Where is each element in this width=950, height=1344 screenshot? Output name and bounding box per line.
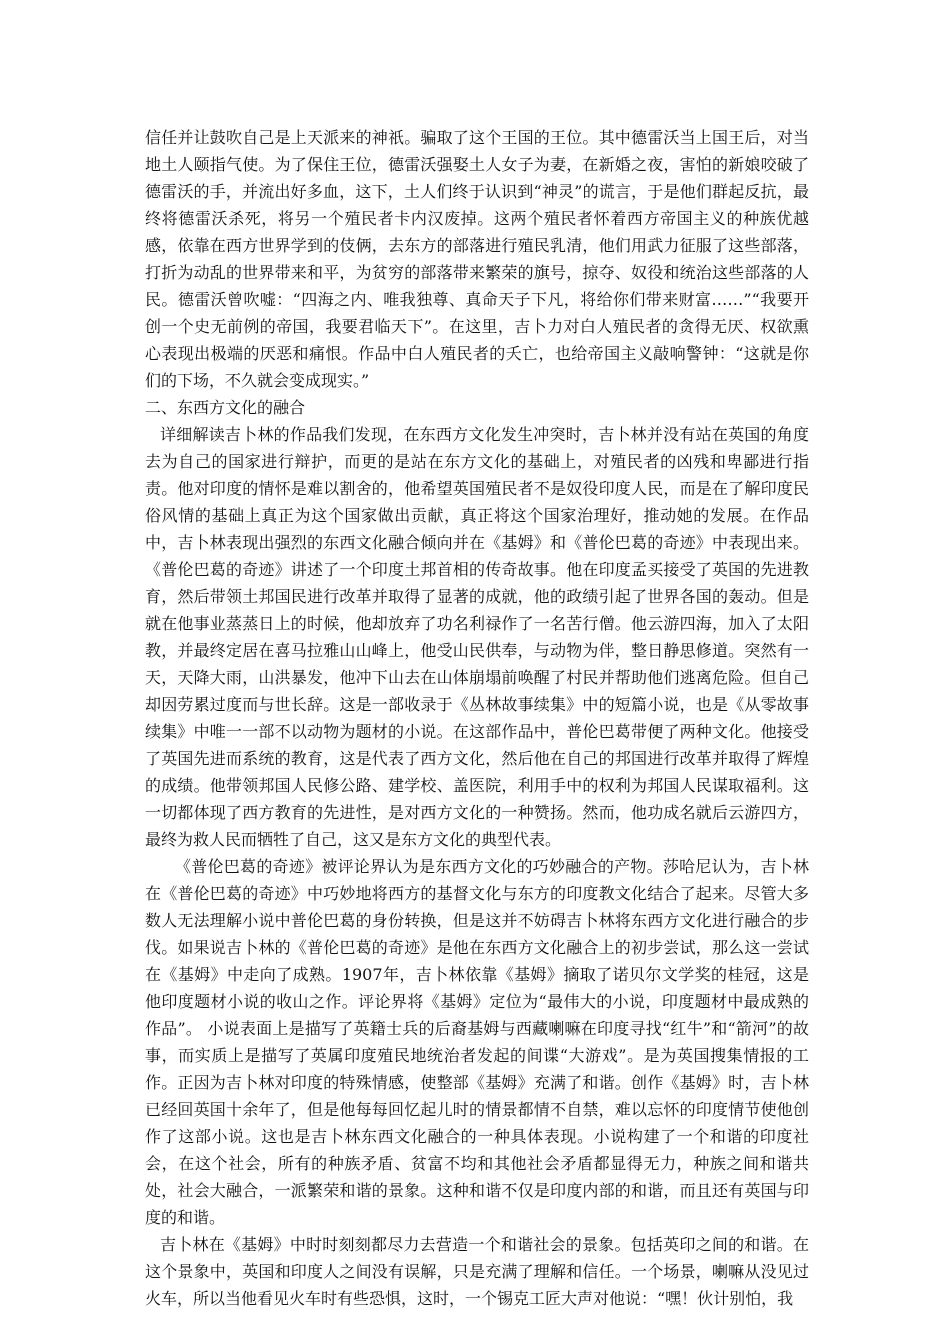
paragraph-4: 吉卜林在《基姆》中时时刻刻都尽力去营造一个和谐社会的景象。包括英印之间的和谐。在这个景象中，英国和印度人之间没有误解，只是充满了理解和信任。一个场景，喇嘛从没见过火车，所以当他看见火车时有些恐惧，这时，一个锡克工匠大声对他说：“嘿！伙计别怕，我 bbox=[145, 1235, 809, 1308]
paragraph-1: 信任并让鼓吹自己是上天派来的神祇。骗取了这个王国的王位。其中德雷沃当上国王后，对当地土人颐指气使。为了保住王位，德雷沃强娶土人女子为妻，在新婚之夜，害怕的新娘咬破了德雷沃的手，并流出好多血，这下，土人们终于认识到“神灵”的谎言，于是他们群起反抗，最终将德雷沃杀死，将另一个殖民者卡内汉废掉。这两个殖民者怀着西方帝国主义的种族优越感，依靠在西方世界学到的伎俩，去东方的部落进行殖民乳清，他们用武力征服了这些部落，打折为动乱的世界带来和平，为贫穷的部落带来繁荣的旗号，掠夺、奴役和统治这些部落的人民。德雷沃曾吹嘘：“四海之内、唯我独尊、真命天子下凡，将给你们带来财富……”“我要开创一个史无前例的帝国，我要君临天下”。在这里，吉卜力对白人殖民者的贪得无厌、权欲熏心表现出极端的厌恶和痛恨。作品中白人殖民者的夭亡，也给帝国主义敲响警钟：“这就是你们的下场，不久就会变成现实。” bbox=[145, 128, 809, 390]
paragraph-2: 详细解读吉卜林的作品我们发现，在东西方文化发生冲突时，吉卜林并没有站在英国的角度去为自己的国家进行辩护，而更的是站在东方文化的基础上，对殖民者的凶残和卑鄙进行指责。他对印度的情怀是难以割舍的，他希望英国殖民者不是奴役印度人民，而是在了解印度民俗风情的基础上真正为这个国家做出贡献，真正将这个国家治理好，推动她的发展。在作品中，吉卜林表现出强烈的东西文化融合倾向并在《基姆》和《普伦巴葛的奇迹》中表现出来。《普伦巴葛的奇迹》讲述了一个印度土邦首相的传奇故事。他在印度孟买接受了英国的先进教育，然后带领土邦国民进行改革并取得了显著的成就，他的政绩引起了世界各国的轰动。但是就在他事业蒸蒸日上的时候，他却放弃了功名利禄作了一名苦行僧。他云游四海，加入了太阳教，并最终定居在喜马拉雅山山峰上，他受山民供奉，与动物为伴，整日静思修道。突然有一天，天降大雨，山洪暴发，他冲下山去在山体崩塌前唤醒了村民并帮助他们逃离危险。但自己却因劳累过度而与世长辞。这是一部收录于《丛林故事续集》中的短篇小说，也是《从零故事续集》中唯一一部不以动物为题材的小说。在这部作品中，普伦巴葛带便了两种文化。他接受了英国先进而系统的教育，这是代表了西方文化，然后他在自己的邦国进行改革并取得了辉煌的成绩。他带领邦国人民修公路、建学校、盖医院，利用手中的权利为邦国人民谋取福利。这一切都体现了西方教育的先进性，是对西方文化的一种赞扬。然而，他功成名就后云游四方，最终为救人民而牺牲了自己，这又是东方文化的典型代表。 bbox=[145, 425, 809, 849]
document-page bbox=[145, 124, 809, 1312]
section-heading: 二、东西方文化的融合 bbox=[145, 398, 306, 417]
paragraph-3: 《普伦巴葛的奇迹》被评论界认为是东西方文化的巧妙融合的产物。莎哈尼认为，吉卜林在《普伦巴葛的奇迹》中巧妙地将西方的基督文化与东方的印度教文化结合了起来。尽管大多数人无法理解小说中普伦巴葛的身份转换，但是这并不妨碍吉卜林将东西方文化进行融合的步伐。如果说吉卜林的《普伦巴葛的奇迹》是他在东西方文化融合上的初步尝试，那么这一尝试在《基姆》中走向了成熟。1907年，吉卜林依靠《基姆》摘取了诺贝尔文学奖的桂冠，这是他印度题材小说的收山之作。评论界将《基姆》定位为“最伟大的小说，印度题材中最成熟的作品”。 小说表面上是描写了英籍士兵的后裔基姆与西藏喇嘛在印度寻找“红牛”和“箭河”的故事，而实质上是描写了英属印度殖民地统治者发起的间谍“大游戏”。是为英国搜集情报的工作。正因为吉卜林对印度的特殊情感，使整部《基姆》充满了和谐。创作《基姆》时，吉卜林已经回英国十余年了，但是他每每回忆起儿时的情景都情不自禁，难以忘怀的印度情节使他创作了这部小说。这也是吉卜林东西文化融合的一种具体表现。小说构建了一个和谐的印度社会，在这个社会，所有的种族矛盾、贫富不均和其他社会矛盾都显得无力，种族之间和谐共处，社会大融合，一派繁荣和谐的景象。这种和谐不仅是印度内部的和谐，而且还有英国与印度的和谐。 bbox=[145, 857, 809, 1227]
